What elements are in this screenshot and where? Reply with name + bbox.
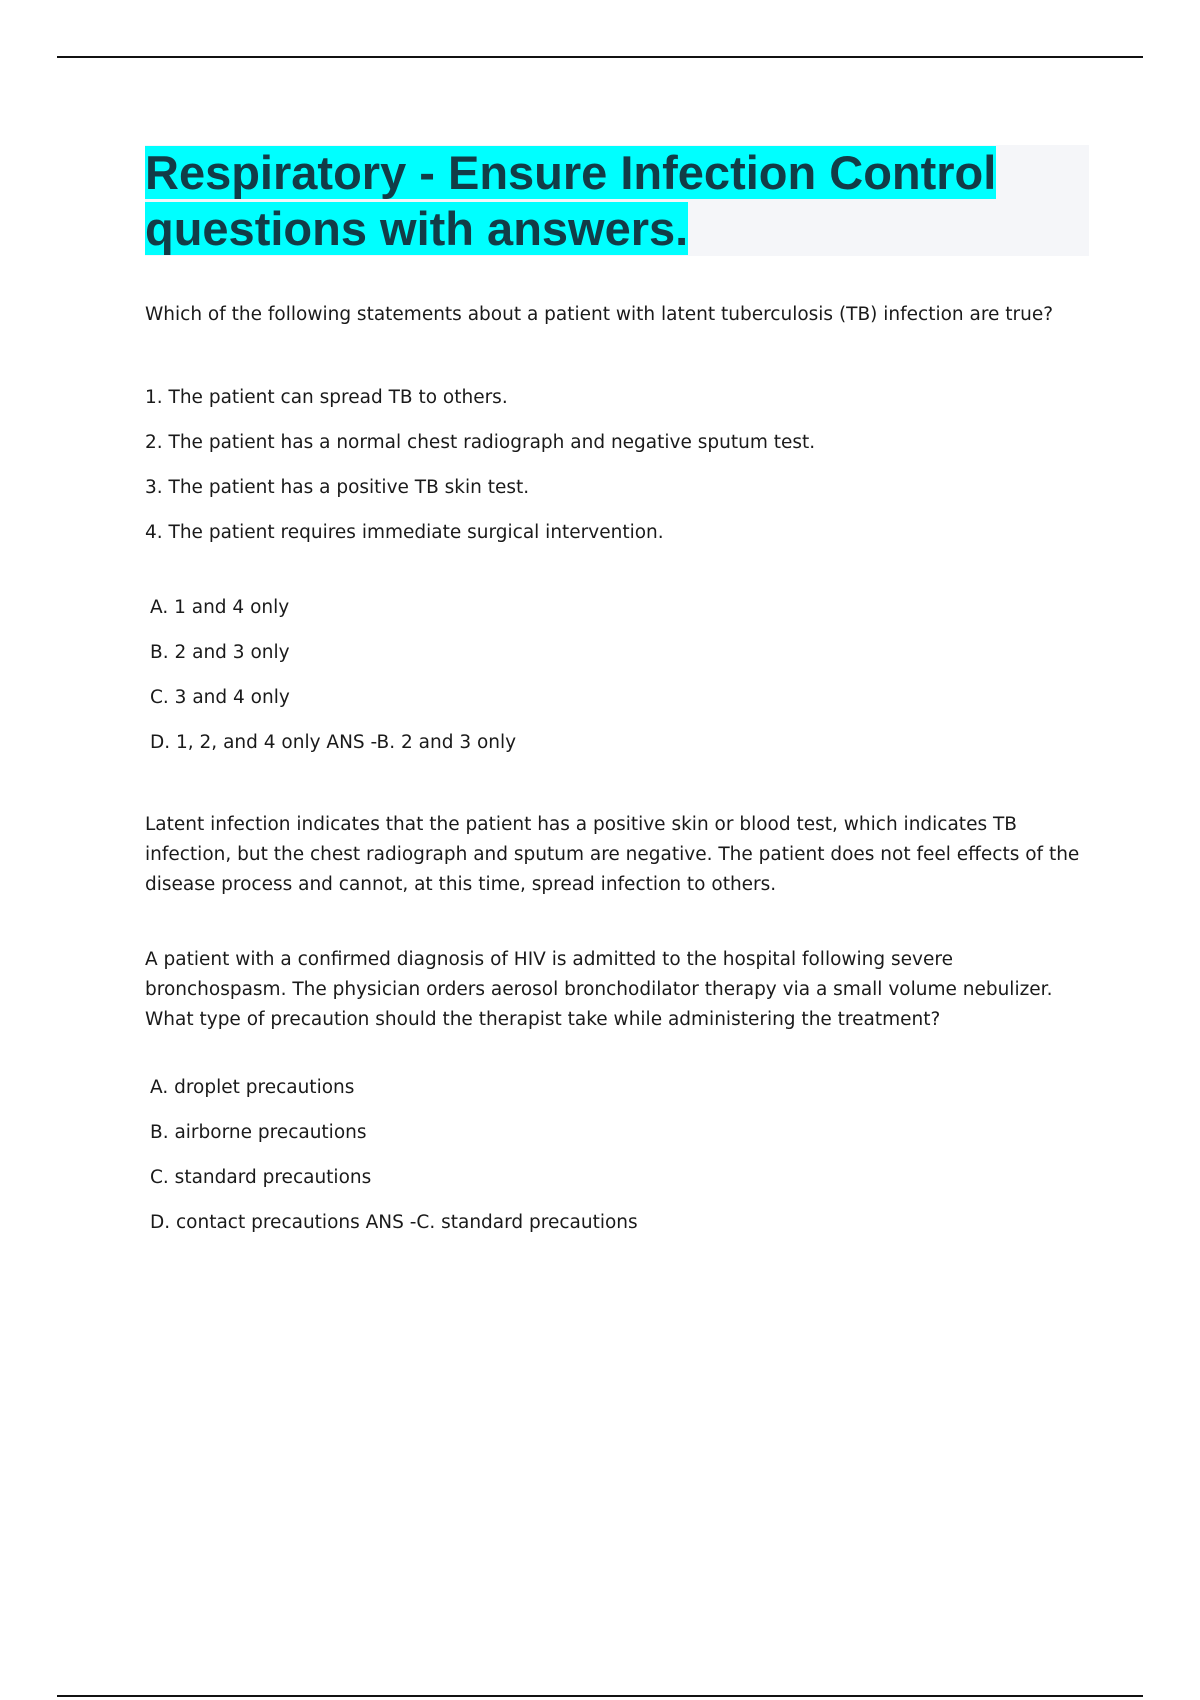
question-2-choice-with-answer: D. contact precautions ANS -C. standard precautions (150, 1212, 638, 1233)
question-1-explanation: Latent infection indicates that the patient has a positive skin or blood test, which indicates TB infection, but the chest radiograph and sputum are negative. The patient does not feel effects of the disease process and cannot, at this time, spread infection to others. (145, 814, 1080, 895)
question-1-choice: B. 2 and 3 only (150, 642, 290, 663)
question-1-statement: 1. The patient can spread TB to others. (145, 387, 508, 408)
question-1-choice: C. 3 and 4 only (150, 687, 290, 708)
question-1-statement: 2. The patient has a normal chest radiograph and negative sputum test. (145, 432, 816, 453)
question-2-choice: A. droplet precautions (150, 1077, 355, 1098)
question-1-statement: 3. The patient has a positive TB skin test. (145, 477, 530, 498)
question-1-choice: A. 1 and 4 only (150, 597, 290, 618)
question-2-choice: B. airborne precautions (150, 1122, 367, 1143)
question-1-choice-with-answer: D. 1, 2, and 4 only ANS -B. 2 and 3 only (150, 732, 517, 753)
question-2 (145, 945, 1089, 1245)
document-title (145, 145, 1089, 257)
question-1-statement: 4. The patient requires immediate surgical intervention. (145, 522, 664, 543)
footer-rule (57, 1695, 1143, 1697)
document-body (145, 300, 1089, 1245)
question-2-prompt: A patient with a confirmed diagnosis of HIV is admitted to the hospital following severe bronchospasm. The physician orders aerosol bronchodilator therapy via a small volume nebulizer. What type of precaution should the therapist take while administering the treatment? (145, 949, 1053, 1030)
title-highlight: Respiratory - Ensure Infection Control questions with answers. (145, 146, 997, 255)
question-1 (145, 300, 1089, 900)
question-1-prompt: Which of the following statements about a patient with latent tuberculosis (TB) infection are true? (145, 304, 1054, 325)
header-rule (57, 56, 1143, 58)
question-2-choice: C. standard precautions (150, 1167, 372, 1188)
